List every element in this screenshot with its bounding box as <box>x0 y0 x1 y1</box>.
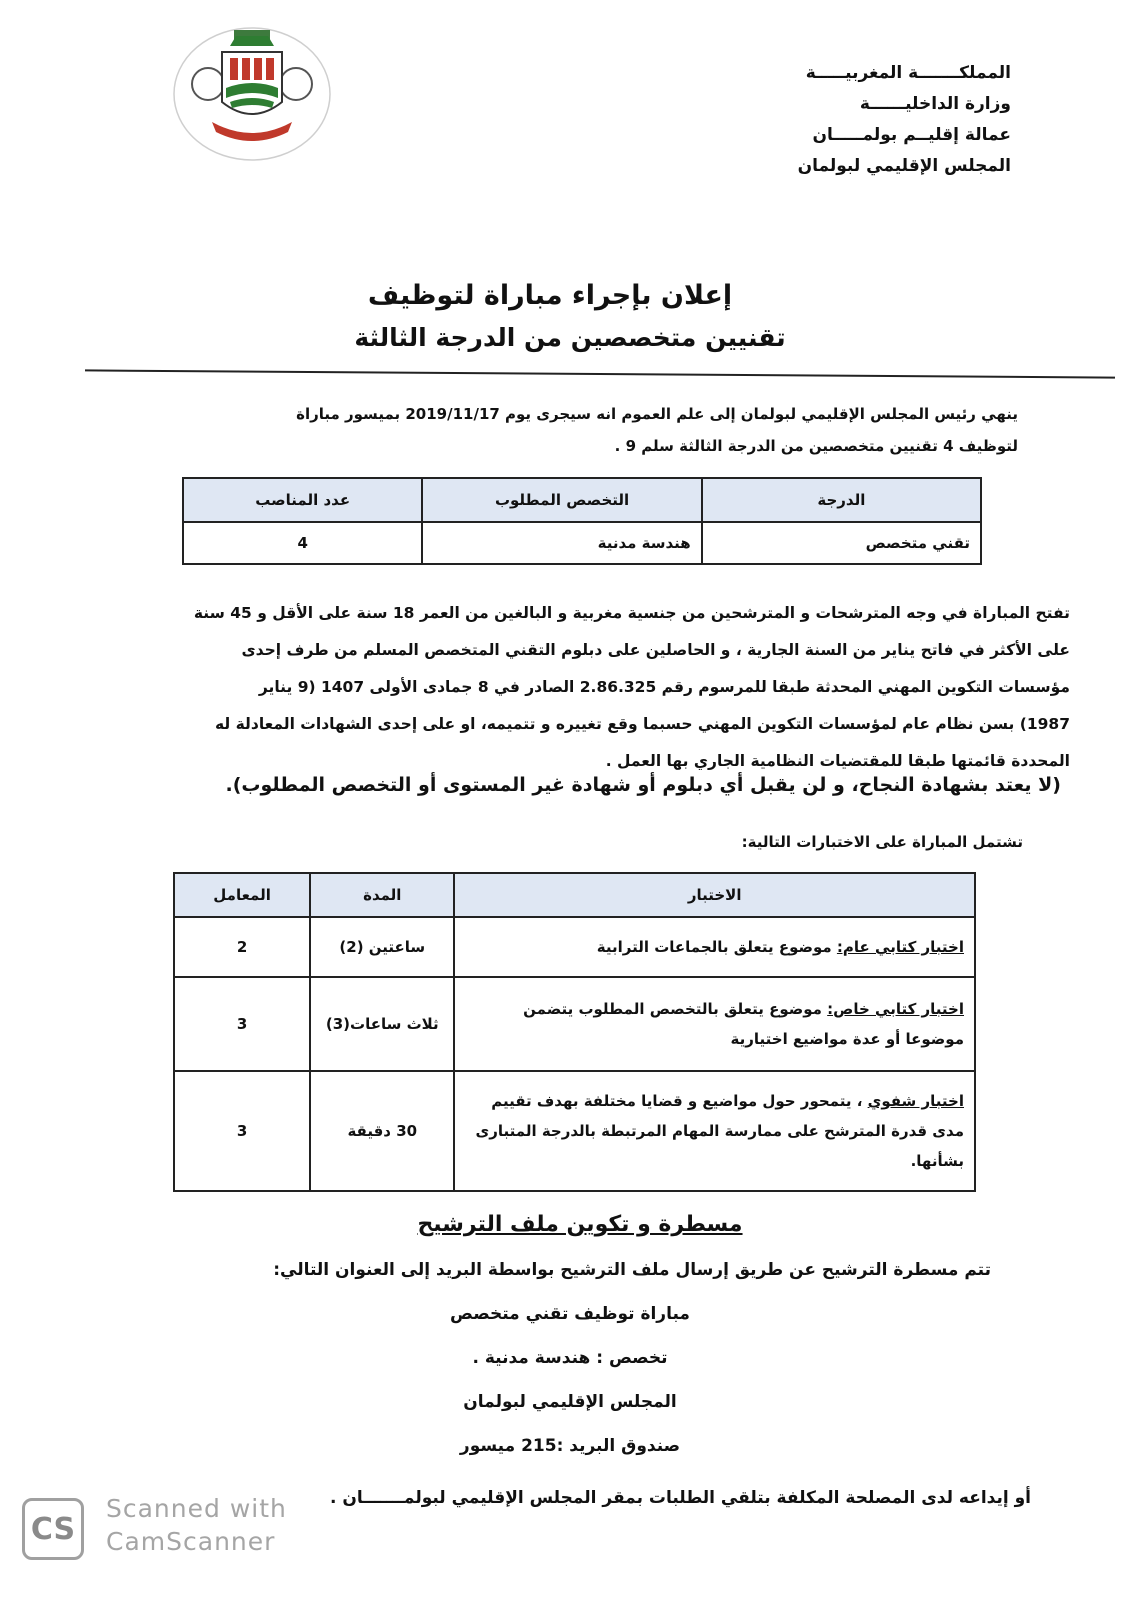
test-name: اختبار كتابي خاص: <box>827 1000 964 1018</box>
test-duration: ثلاث ساعات(3) <box>310 977 454 1071</box>
address-line: تخصص : هندسة مدنية . <box>472 1348 668 1368</box>
camscanner-watermark <box>106 1492 287 1558</box>
test-description: موضوع يتعلق بالتخصص المطلوب يتضمن موضوعا أو عدة مواضيع اختيارية <box>523 1000 964 1048</box>
announcement-subtitle: تقنيين متخصصين من الدرجة الثالثة <box>354 323 786 352</box>
tests-header-coefficient: المعامل <box>174 873 310 917</box>
posts-cell-specialty: هندسة مدنية <box>422 522 701 564</box>
posts-cell-grade: تقني متخصص <box>702 522 981 564</box>
header-line: عمالة إقليــم بولمـــــان <box>812 125 1011 145</box>
address-line: صندوق البريد :215 ميسور <box>459 1436 681 1456</box>
test-name: اختبار كتابي عام: <box>836 938 964 956</box>
eligibility-note: (لا يعتد بشهادة النجاح، و لن يقبل أي دبلوم أو شهادة غير المستوى أو التخصص المطلوب). <box>225 774 1061 796</box>
intro-line: ينهي رئيس المجلس الإقليمي لبولمان إلى علم العموم انه سيجرى يوم 2019/11/17 بميسور مباراة <box>296 405 1018 423</box>
header-line: وزارة الداخليــــــة <box>859 94 1011 114</box>
table-row <box>174 1071 975 1191</box>
watermark-line: CamScanner <box>106 1527 276 1556</box>
test-description: ، يتمحور حول مواضيع و قضايا مختلفة بهدف تقييم مدى قدرة المترشح على ممارسة المهام المرتبطة بالدرجة المتبارى بشأنها. <box>475 1092 964 1170</box>
posts-header-specialty: التخصص المطلوب <box>422 478 701 522</box>
address-line: المجلس الإقليمي لبولمان <box>463 1392 677 1412</box>
test-coefficient: 3 <box>174 977 310 1071</box>
posts-table <box>182 477 982 565</box>
test-coefficient: 2 <box>174 917 310 977</box>
procedure-instruction: تتم مسطرة الترشيح عن طريق إرسال ملف الترشيح بواسطة البريد إلى العنوان التالي: <box>273 1260 991 1280</box>
address-line: مباراة توظيف تقني متخصص <box>450 1304 690 1324</box>
header-line: المملكـــــــة المغربيـــــة <box>805 63 1011 83</box>
test-coefficient: 3 <box>174 1071 310 1191</box>
condition-line: على الأكثر في فاتح يناير من السنة الجارية ، و الحاصلين على دبلوم التقني المتخصص المسلم من طرف إحدى <box>241 641 1070 659</box>
posts-cell-count: 4 <box>183 522 422 564</box>
procedure-title: مسطرة و تكوين ملف الترشيح <box>417 1212 743 1237</box>
test-duration: 30 دقيقة <box>310 1071 454 1191</box>
issuing-authority-header <box>711 58 1011 182</box>
tests-table <box>173 872 976 1192</box>
condition-line: تفتح المباراة في وجه المترشحات و المترشحين من جنسية مغربية و البالغين من العمر 18 سنة على الأقل و 45 سنة <box>193 604 1070 622</box>
condition-line: 1987) بسن نظام عام لمؤسسات التكوين المهني حسبما وقع تغييره و تتميمه، او على إحدى الشهادات المعادلة له <box>215 715 1070 733</box>
eligibility-conditions <box>70 595 1070 780</box>
header-line: المجلس الإقليمي لبولمان <box>797 156 1011 176</box>
table-row <box>174 977 975 1071</box>
intro-paragraph <box>150 398 1018 462</box>
condition-line: مؤسسات التكوين المهني المحدثة طبقا للمرسوم رقم 2.86.325 الصادر في 8 جمادى الأولى 1407 (9 يناير <box>258 678 1070 696</box>
test-name: اختبار شفوي <box>867 1092 964 1110</box>
posts-header-count: عدد المناصب <box>183 478 422 522</box>
camscanner-logo: CS <box>22 1498 84 1560</box>
title-divider <box>85 369 1115 378</box>
watermark-line: Scanned with <box>106 1494 287 1523</box>
tests-header-test: الاختبار <box>454 873 975 917</box>
announcement-title: إعلان بإجراء مباراة لتوظيف <box>367 280 733 311</box>
table-row <box>174 917 975 977</box>
coat-of-arms-emblem <box>172 22 332 162</box>
tests-header-duration: المدة <box>310 873 454 917</box>
procedure-footer: أو إيداعه لدى المصلحة المكلفة بتلقي الطلبات بمقر المجلس الإقليمي لبولمـــــــان . <box>329 1488 1031 1508</box>
tests-intro: تشتمل المباراة على الاختبارات التالية: <box>741 833 1023 851</box>
intro-line: لتوظيف 4 تقنيين متخصصين من الدرجة الثالثة سلم 9 . <box>614 437 1018 455</box>
test-duration: ساعتين (2) <box>310 917 454 977</box>
condition-line: المحددة قائمتها طبقا للمقتضيات النظامية الجاري بها العمل . <box>605 752 1070 770</box>
posts-header-grade: الدرجة <box>702 478 981 522</box>
test-description: موضوع يتعلق بالجماعات الترابية <box>596 938 837 956</box>
